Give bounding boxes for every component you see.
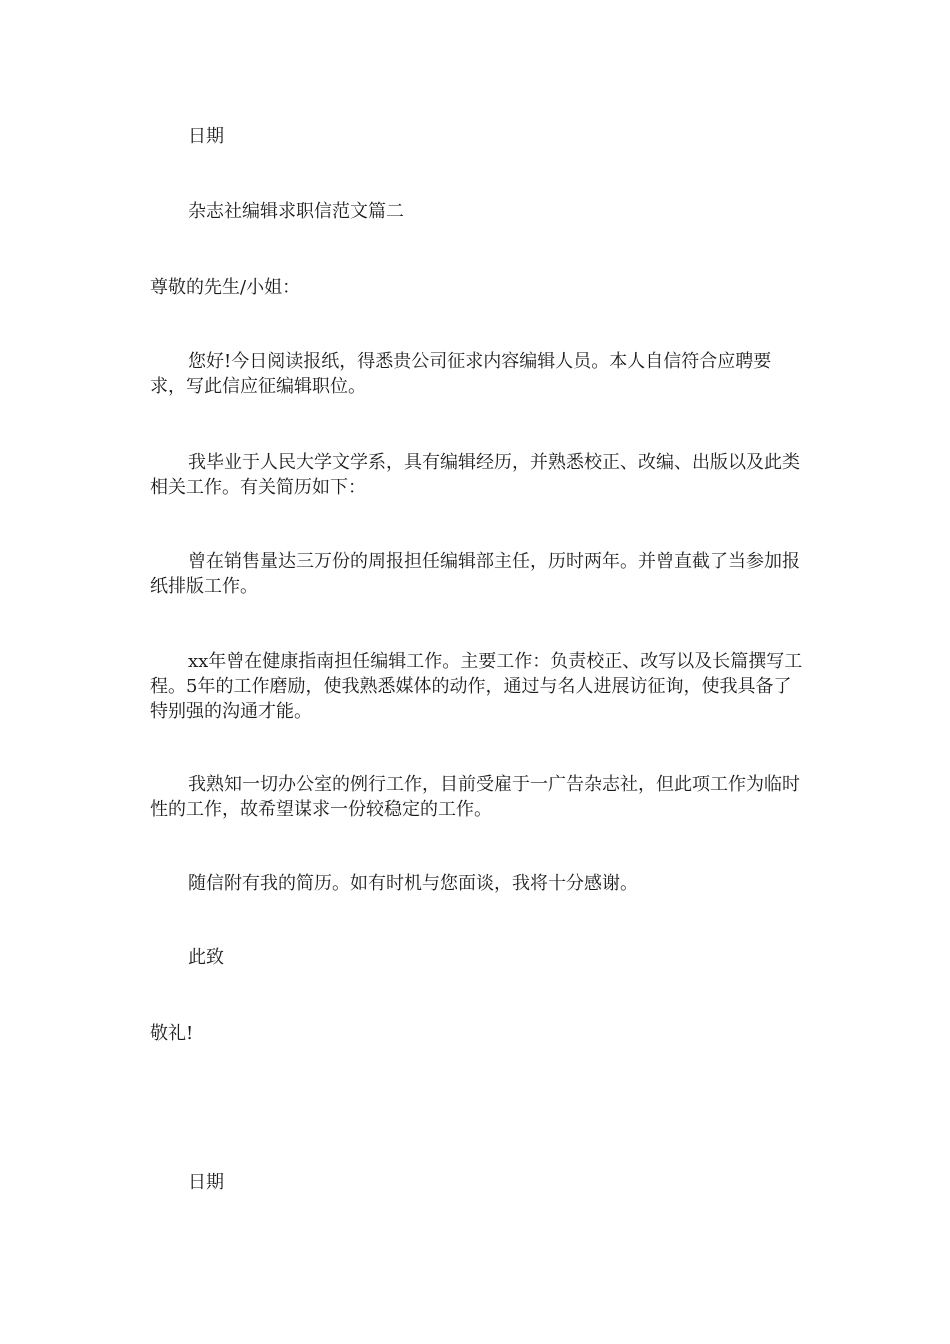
paragraph-5: 我熟知一切办公室的例行工作，目前受雇于一广告杂志社，但此项工作为临时性的工作，故希望谋求一份较稳定的工作。 [150,774,800,820]
salutation: 尊敬的先生/小姐： [150,277,301,298]
closing: 此致 [188,947,224,968]
date-top: 日期 [188,126,224,147]
paragraph-4: xx年曾在健康指南担任编辑工作。主要工作：负责校正、改写以及长篇撰写工程。5年的工作磨励，使我熟悉媒体的动作，通过与名人进展访征询，使我具备了特别强的沟通才能。 [150,651,803,722]
paragraph-6: 随信附有我的简历。如有时机与您面谈，我将十分感谢。 [188,873,638,894]
regards: 敬礼! [150,1023,194,1044]
paragraph-3: 曾在销售量达三万份的周报担任编辑部主任，历时两年。并曾直截了当参加报纸排版工作。 [150,551,800,597]
letter-title: 杂志社编辑求职信范文篇二 [188,201,404,222]
paragraph-1: 您好!今日阅读报纸，得悉贵公司征求内容编辑人员。本人自信符合应聘要求，写此信应征编辑职位。 [150,351,772,397]
paragraph-2: 我毕业于人民大学文学系，具有编辑经历，并熟悉校正、改编、出版以及此类相关工作。有关简历如下： [150,452,800,498]
date-bottom: 日期 [188,1172,224,1193]
